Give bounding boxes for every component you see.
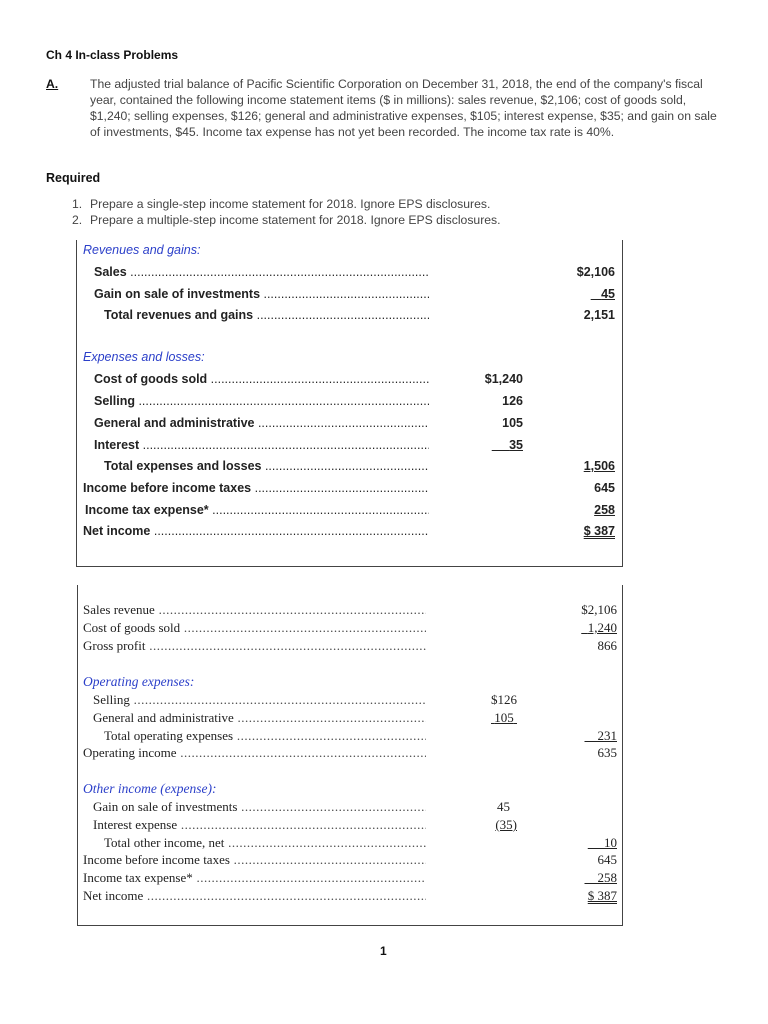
amount: $2,106 bbox=[581, 602, 617, 617]
section-heading: Other income (expense): bbox=[83, 781, 217, 796]
list-item bbox=[72, 212, 501, 228]
list-text: Prepare a single-step income statement for 2018. Ignore EPS disclosures. bbox=[90, 197, 491, 211]
amount: $ 387 bbox=[587, 888, 617, 903]
amount: 2,151 bbox=[583, 308, 615, 322]
line-label: Income tax expense* ..... bbox=[85, 503, 429, 517]
line-label: General and administrative ..... bbox=[94, 416, 429, 430]
line-label: Total expenses and losses ..... bbox=[104, 459, 429, 473]
problem-text: The adjusted trial balance of Pacific Scientific Corporation on December 31, 2018, the end of the company's fiscal year, contained the following income statement items ($ in millions): sales revenue, $2,106; cost of goods sold, $1,240; selling expenses, $126; general and administrative expenses, $105; interest expense, $35; and gain on sale of investments, $45. Income tax expense has not yet been recorded. The income tax rate is 40%. bbox=[90, 77, 717, 139]
line-label: Gain on sale of investments ..... bbox=[93, 799, 426, 815]
list-text: Prepare a multiple-step income statement for 2018. Ignore EPS disclosures. bbox=[90, 213, 501, 227]
amount: 635 bbox=[597, 745, 617, 760]
amount: 1,240 bbox=[587, 620, 617, 635]
amount: 645 bbox=[597, 852, 617, 867]
amount: 231 bbox=[597, 728, 617, 743]
section-heading: Revenues and gains: bbox=[83, 243, 201, 257]
line-label: Sales ..... bbox=[94, 265, 429, 279]
line-label: Gross profit ..... bbox=[83, 638, 426, 654]
line-label: Interest expense ..... bbox=[93, 817, 426, 833]
line-label: Income before income taxes ..... bbox=[83, 481, 429, 495]
list-item bbox=[72, 196, 501, 212]
page-number: 1 bbox=[380, 944, 387, 958]
line-label: Income tax expense* ..... bbox=[83, 870, 426, 886]
amount: 1,506 bbox=[583, 459, 615, 473]
line-label: Cost of goods sold ..... bbox=[94, 372, 429, 386]
line-label: Total revenues and gains ..... bbox=[104, 308, 429, 322]
amount: 258 bbox=[594, 503, 615, 517]
line-label: General and administrative ..... bbox=[93, 710, 426, 726]
part-label: A. bbox=[46, 77, 59, 91]
list-number: 1. bbox=[72, 197, 83, 211]
amount: (35) bbox=[495, 817, 517, 832]
line-label: Operating income ..... bbox=[83, 745, 426, 761]
amount: 45 bbox=[601, 287, 615, 301]
amount: $ 387 bbox=[583, 524, 615, 538]
line-label: Net income ..... bbox=[83, 524, 429, 538]
required-list bbox=[72, 196, 501, 228]
section-heading: Operating expenses: bbox=[83, 674, 195, 689]
line-label: Sales revenue ..... bbox=[83, 602, 426, 618]
line-label: Gain on sale of investments ..... bbox=[94, 287, 429, 301]
amount: 10 bbox=[604, 835, 617, 850]
single-step-statement bbox=[76, 240, 623, 567]
multiple-step-statement bbox=[77, 585, 623, 926]
amount: $126 bbox=[491, 692, 517, 707]
line-label: Cost of goods sold ..... bbox=[83, 620, 426, 636]
problem-a bbox=[46, 76, 728, 140]
line-label: Income before income taxes ..... bbox=[83, 852, 426, 868]
amount: 45 bbox=[497, 799, 510, 814]
amount: 35 bbox=[509, 438, 523, 452]
amount: 126 bbox=[502, 394, 523, 408]
line-label: Net income ..... bbox=[83, 888, 426, 904]
amount: 105 bbox=[494, 710, 514, 725]
amount: 866 bbox=[597, 638, 617, 653]
required-heading: Required bbox=[46, 171, 101, 185]
line-label: Selling ..... bbox=[94, 394, 429, 408]
line-label: Total operating expenses ..... bbox=[104, 728, 426, 744]
amount: 258 bbox=[597, 870, 617, 885]
amount: 645 bbox=[594, 481, 615, 495]
amount: $1,240 bbox=[484, 372, 523, 386]
line-label: Total other income, net ..... bbox=[104, 835, 426, 851]
line-label: Selling ..... bbox=[93, 692, 426, 708]
amount: 105 bbox=[502, 416, 523, 430]
section-heading: Expenses and losses: bbox=[83, 350, 205, 364]
line-label: Interest ..... bbox=[94, 438, 429, 452]
amount: $2,106 bbox=[576, 265, 615, 279]
document-title: Ch 4 In-class Problems bbox=[46, 48, 179, 62]
list-number: 2. bbox=[72, 213, 83, 227]
